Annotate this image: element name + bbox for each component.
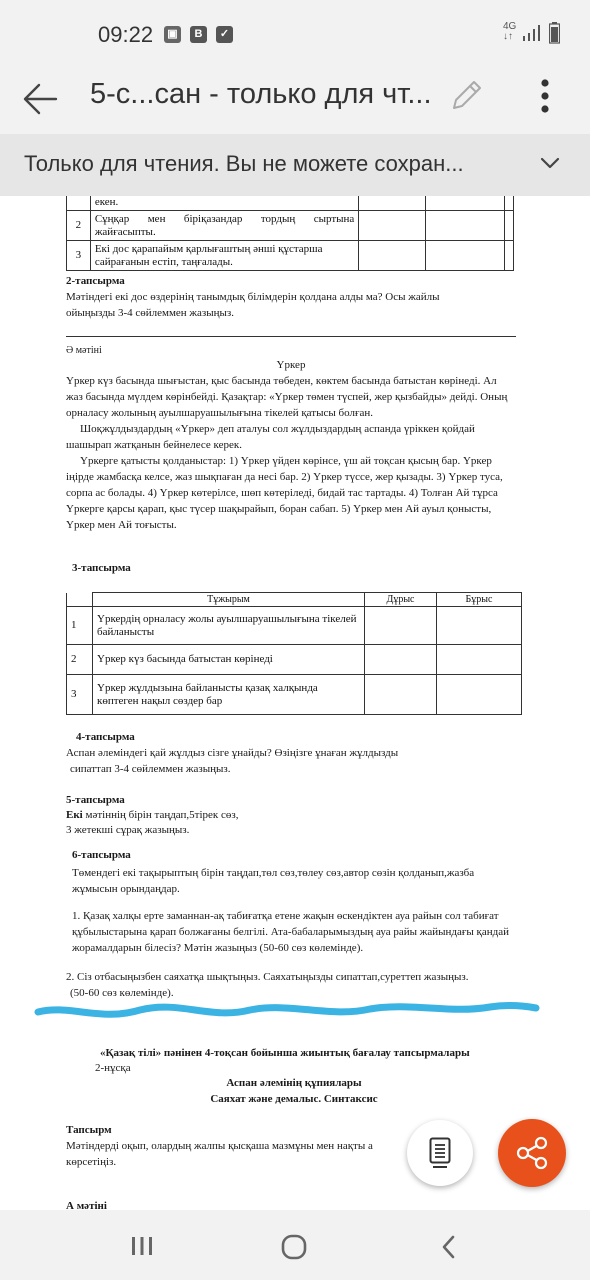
table-cell: 1 <box>67 607 93 645</box>
table-row <box>67 211 514 241</box>
battery-icon <box>549 22 560 44</box>
system-nav-bar <box>0 1210 590 1280</box>
table-cell: Үркер күз басында батыстан көрінеді <box>93 645 365 675</box>
text-b-line: іңірде жамбасқа келсе, жаз шықпаған да несі бар. 2) Үркер түссе, жер қызады. 3) Үркер туса, <box>66 471 503 483</box>
table-cell: 2 <box>67 645 93 675</box>
document-title: 5-с...сан - только для чт... <box>90 78 432 110</box>
pencil-edit-icon[interactable] <box>448 78 484 114</box>
text-b-label: Ә мәтіні <box>66 345 102 356</box>
table-cell <box>437 645 522 675</box>
table-cell <box>426 241 505 271</box>
table-header-row <box>67 593 522 607</box>
text-b-line: шашырап жатқанын бейнелесе керек. <box>66 439 242 451</box>
table-cell <box>365 607 437 645</box>
document-view-button[interactable] <box>407 1120 473 1186</box>
table-cell <box>437 607 522 645</box>
share-button[interactable] <box>498 1119 566 1187</box>
more-vert-icon[interactable] <box>538 78 552 118</box>
task3-title: 3-тапсырма <box>72 562 131 574</box>
table-cell: 3 <box>67 675 93 715</box>
network-arrows: ↓↑ <box>503 31 513 42</box>
task6-line: құбылыстарына қарап болжағаны белгілі. Ата-бабаларымыздың ауа райы жайындағы қандай <box>72 926 510 938</box>
page2-task-line: көрсетіңіз. <box>66 1156 117 1168</box>
task4-line: сипаттап 3-4 сөйлеммен жазыңыз. <box>70 763 231 775</box>
home-icon[interactable] <box>281 1234 307 1260</box>
task6-line: (50-60 сөз көлемінде). <box>70 987 174 999</box>
task5-line: 3 жетекші сұрақ жазыңыз. <box>66 824 190 836</box>
table-cell <box>437 675 522 715</box>
text-b-title: Үркер <box>276 359 306 371</box>
page2-task-title: Тапсырм <box>66 1124 112 1136</box>
gallery-notification-icon: ▣ <box>164 26 181 43</box>
task5-line <box>66 808 239 823</box>
table-cell: Үркердің орналасу жолы ауылшаруашылығына тікелей байланысты <box>93 607 365 645</box>
page2-variant: 2-нұсқа <box>95 1062 131 1074</box>
task4-title: 4-тапсырма <box>76 731 135 743</box>
network-indicator <box>503 22 516 42</box>
vk-notification-icon: В <box>190 26 207 43</box>
table-row <box>67 196 514 211</box>
text-b-line: Үркерге қатысты қолданыстар: 1) Үркер үйден көрінсе, үш ай тоқсан қысың бар. Үркер <box>80 455 492 467</box>
table-cell <box>505 196 514 211</box>
read-only-banner[interactable] <box>0 134 590 196</box>
table-row <box>67 607 522 645</box>
table-cell <box>426 196 505 211</box>
table-cell <box>505 241 514 271</box>
table-cell: Үркер жұлдызына байланысты қазақ халқында көптеген нақыл сөздер бар <box>93 675 365 715</box>
task6-title: 6-тапсырма <box>72 849 131 861</box>
text-b-line: Шоқжұлдыздардың «Үркер» деп аталуы сол жұлдыздардың аспанда үріккен қойдай <box>80 423 475 435</box>
header-incorrect: Бұрыс <box>437 593 522 607</box>
table-row <box>67 675 522 715</box>
check-notification-icon: ✓ <box>216 26 233 43</box>
task2-line: ойыңызды 3-4 сөйлеммен жазыңыз. <box>66 307 235 319</box>
task6-line: Төмендегі екі тақырыптың бірін таңдап,төл сөз,төлеу сөз,автор сөзін қолданып,жазба <box>72 867 475 879</box>
task5-line-rest: мәтіннің бірін таңдап,5тірек сөз, <box>82 809 239 821</box>
divider <box>66 336 516 337</box>
text-b-line: орналасу жолының ауылшаруашылығына тікелей қатысы болған. <box>66 407 373 419</box>
share-icon <box>515 1136 549 1170</box>
text-b-line: Үркерге қарсы қарап, қыс түсер шақырайып, боран сабап. 5) Үркер мен Ай ауыл қонысты, <box>66 503 492 515</box>
task5-title: 5-тапсырма <box>66 794 125 806</box>
text-b-line: жаз басында мүлдем көрінбейді. Қазақтар: «Үркер төмен түспей, жер қызбайды» дейді. Оның <box>66 391 508 403</box>
table-cell: 2 <box>67 211 91 241</box>
task6-line: жорамалдарын білесіз? Мәтін жазыңыз (50-60 сөз көлемінде). <box>72 942 364 954</box>
text-b-line: сорпа ас болады. 4) Үркер көтерілсе, шөп көтеріледі, бидай тас тартады. 4) Толған Ай тұрса <box>66 487 498 499</box>
recents-icon[interactable] <box>130 1235 154 1257</box>
back-arrow-icon[interactable] <box>22 82 58 116</box>
table-cell: 3 <box>67 241 91 271</box>
text-b-line: Үркер күз басында шығыстан, қыс басында төбеден, көктем басында батыстан көрінеді. Ал <box>66 375 497 387</box>
table-cell <box>359 241 426 271</box>
page2-text-a-label: А мәтіні <box>66 1200 107 1210</box>
header-correct: Дұрыс <box>365 593 437 607</box>
document-viewport[interactable] <box>0 196 590 1210</box>
table-cell: Сұңқар мен біріқазандар тордың сыртына жайғасыпты. <box>90 211 358 241</box>
task4-line: Аспан әлеміндегі қай жұлдыз сізге ұнайды? Өзіңізге ұнаған жұлдызды <box>66 747 399 759</box>
task2-line: Мәтіндегі екі дос өздерінің танымдық білімдерін қолдана алды ма? Осы жайлы <box>66 291 440 303</box>
table-cell <box>359 211 426 241</box>
table-cell: екен. <box>90 196 358 211</box>
page2-title1: Аспан әлемінің құпиялары <box>226 1077 362 1089</box>
signal-icon <box>522 24 542 42</box>
table-cell <box>365 675 437 715</box>
task6-line: 2. Сіз отбасыңызбен саяхатқа шықтыңыз. Саяхатыңызды сипаттап,суреттеп жазыңыз. <box>66 971 469 983</box>
back-nav-icon[interactable] <box>440 1234 456 1260</box>
table-cell <box>67 593 93 607</box>
app-bar <box>0 64 590 134</box>
task5-bold-word: Екі <box>66 809 83 821</box>
text-b-line: Үркер мен Ай тоғысты. <box>66 519 177 531</box>
blue-scribble-mark <box>30 994 550 1030</box>
table-cell <box>505 211 514 241</box>
task2-title: 2-тапсырма <box>66 275 125 287</box>
table-cell <box>67 196 91 211</box>
read-only-message: Только для чтения. Вы не можете сохран... <box>24 151 464 176</box>
network-type: 4G <box>503 21 517 32</box>
table-cell: Екі дос қарапайым қарлығаштың әншi құстарша сайрағанын естіп, таңғалады. <box>90 241 358 271</box>
page2-heading: «Қазақ тілі» пәнінен 4-тоқсан бойынша жиынтық бағалау тапсырмалары <box>100 1047 470 1059</box>
table-cell <box>365 645 437 675</box>
chevron-down-icon[interactable] <box>540 156 560 170</box>
status-bar <box>0 0 590 64</box>
task6-line: 1. Қазақ халқы ерте заманнан-ақ табиғатқа етене жақын өскендіктен ауа райын сол табиғат <box>72 910 499 922</box>
task6-line: жұмысын орындаңдар. <box>72 883 180 895</box>
document-view-icon <box>429 1137 451 1169</box>
task3-table <box>66 592 522 715</box>
page2-title2: Саяхат және демалыс. Синтаксис <box>210 1093 378 1105</box>
table-cell <box>359 196 426 211</box>
table-row <box>67 241 514 271</box>
table-cell <box>426 211 505 241</box>
table-1 <box>66 196 514 271</box>
table-row <box>67 645 522 675</box>
page2-task-line: Мәтіндерді оқып, олардың жалпы қысқаша мазмұны мен нақты а <box>66 1140 373 1152</box>
status-time: 09:22 <box>98 22 154 47</box>
header-statement: Тұжырым <box>93 593 365 607</box>
